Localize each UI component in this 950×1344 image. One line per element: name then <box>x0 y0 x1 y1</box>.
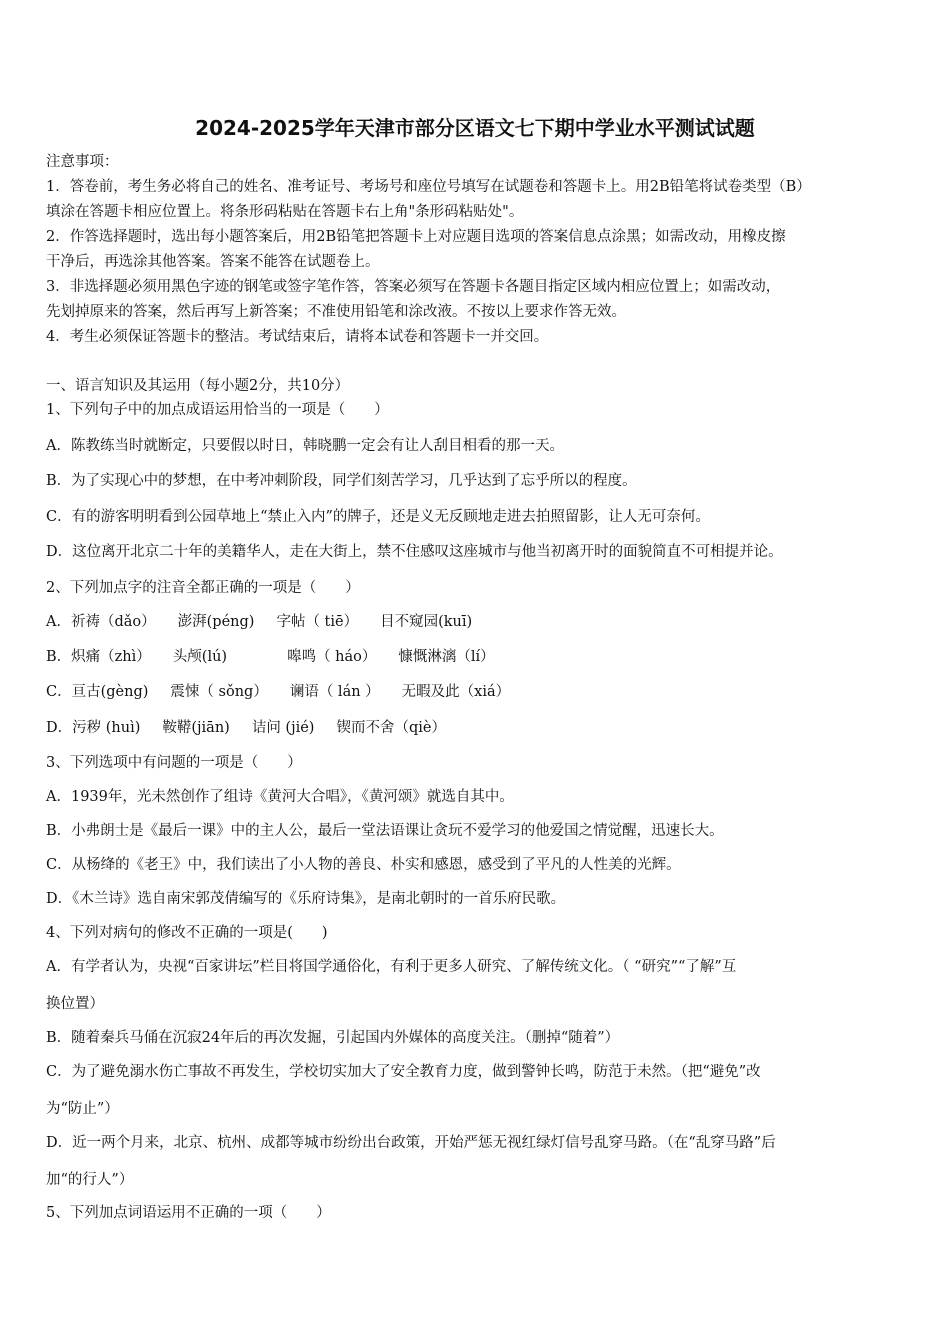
option-a <box>46 612 908 632</box>
option-c <box>46 682 908 702</box>
notice-item: 4．考生必须保证答题卡的整洁。考试结束后，请将本试卷和答题卡一并交回。 <box>46 329 549 345</box>
option-a: A．陈教练当时就断定，只要假以时日，韩晓鹏一定会有让人刮目相看的那一天。 <box>46 438 564 454</box>
option-c: C．有的游客明明看到公园草地上“禁止入内”的牌子，还是义无反顾地走进去拍照留影，让人无可奈何。 <box>46 509 710 525</box>
question-stem: 2、下列加点字的注音全都正确的一项是（ ） <box>46 580 360 596</box>
question-stem: 5、下列加点词语运用不正确的一项（ ） <box>46 1205 331 1221</box>
option-a: A．1939年，光未然创作了组诗《黄河大合唱》，《黄河颂》就选自其中。 <box>46 789 514 805</box>
option-d-cont: 加“的行人”） <box>46 1172 134 1188</box>
option-label: D． <box>46 720 73 736</box>
pinyin-item: 慷慨淋漓（lí） <box>398 649 495 665</box>
notice-item: 3．非选择题必须用黑色字迹的钢笔或签字笔作答，答案必须写在答题卡各题目指定区域内相应位置上；如需改动， <box>46 279 781 295</box>
pinyin-item: 亘古(gèng) <box>71 684 149 700</box>
pinyin-item: 震悚（ sǒng） <box>170 684 268 700</box>
option-a-cont: 换位置） <box>46 996 104 1012</box>
pinyin-item: 谰语（ lán ） <box>289 684 380 700</box>
notice-heading: 注意事项： <box>46 154 119 170</box>
option-d <box>46 718 908 738</box>
option-c: C．从杨绛的《老王》中，我们读出了小人物的善良、朴实和感恩，感受到了平凡的人性美的光辉。 <box>46 857 681 873</box>
option-d: D．《木兰诗》选自南宋郭茂倩编写的《乐府诗集》，是南北朝时的一首乐府民歌。 <box>46 891 566 907</box>
option-a: A．有学者认为，央视“百家讲坛”栏目将国学通俗化，有利于更多人研究、了解传统文化。（ “研究”“了解”互 <box>46 959 737 975</box>
pinyin-item: 污秽 (huì) <box>72 720 141 736</box>
pinyin-item: 字帖（ tiē） <box>276 614 359 630</box>
option-d: D．近一两个月来，北京、杭州、成都等城市纷纷出台政策，开始严惩无视红绿灯信号乱穿马路。（在“乱穿马路”后 <box>46 1135 776 1151</box>
notice-item: 干净后，再选涂其他答案。答案不能答在试题卷上。 <box>46 254 380 270</box>
option-b: B．为了实现心中的梦想，在中考冲刺阶段，同学们刻苦学习，几乎达到了忘乎所以的程度。 <box>46 473 637 489</box>
pinyin-item: 锲而不舍（qiè） <box>336 720 446 736</box>
option-label: C． <box>46 684 72 700</box>
pinyin-item: 头颅(lú) <box>172 649 228 665</box>
notice-item: 1．答卷前，考生务必将自己的姓名、准考证号、考场号和座位号填写在试题卷和答题卡上。用2B铅笔将试卷类型（B） <box>46 179 811 195</box>
option-d: D．这位离开北京二十年的美籍华人，走在大街上，禁不住感叹这座城市与他当初离开时的面貌简直不可相提并论。 <box>46 544 783 560</box>
pinyin-item: 目不窥园(kuī) <box>380 614 473 630</box>
option-c: C．为了避免溺水伤亡事故不再发生，学校切实加大了安全教育力度，做到警钟长鸣，防范于未然。（把“避免”改 <box>46 1064 761 1080</box>
option-b <box>46 647 908 667</box>
notice-item: 先划掉原来的答案，然后再写上新答案；不准使用铅笔和涂改液。不按以上要求作答无效。 <box>46 304 626 320</box>
option-c-cont: 为“防止”） <box>46 1101 119 1117</box>
question-stem: 1、下列句子中的加点成语运用恰当的一项是（ ） <box>46 402 389 418</box>
question-stem: 3、下列选项中有问题的一项是（ ） <box>46 755 302 771</box>
option-label: A． <box>46 614 71 630</box>
notice-item: 2．作答选择题时，选出每小题答案后，用2B铅笔把答题卡上对应题目选项的答案信息点涂黑；如需改动，用橡皮擦 <box>46 229 786 245</box>
question-stem: 4、下列对病句的修改不正确的一项是( ) <box>46 925 328 941</box>
pinyin-item: 嗥鸣（ háo） <box>287 649 377 665</box>
page-title: 2024-2025学年天津市部分区语文七下期中学业水平测试试题 <box>195 116 755 140</box>
pinyin-item: 炽痛（zhì） <box>71 649 151 665</box>
option-label: B． <box>46 649 72 665</box>
pinyin-item: 无暇及此（xiá） <box>401 684 511 700</box>
option-b: B．随着秦兵马俑在沉寂24年后的再次发掘，引起国内外媒体的高度关注。（删掉“随着”） <box>46 1030 620 1046</box>
notice-item: 填涂在答题卡相应位置上。将条形码粘贴在答题卡右上角"条形码粘贴处"。 <box>46 204 524 220</box>
section-heading: 一、语言知识及其运用（每小题2分，共10分） <box>46 378 350 394</box>
pinyin-item: 祈祷（dǎo） <box>70 614 156 630</box>
pinyin-item: 鞍鞯(jiān) <box>162 720 230 736</box>
pinyin-item: 澎湃(péng) <box>177 614 255 630</box>
pinyin-item: 诘问 (jié) <box>251 720 315 736</box>
option-b: B．小弗朗士是《最后一课》中的主人公，最后一堂法语课让贪玩不爱学习的他爱国之情觉醒，迅速长大。 <box>46 823 724 839</box>
